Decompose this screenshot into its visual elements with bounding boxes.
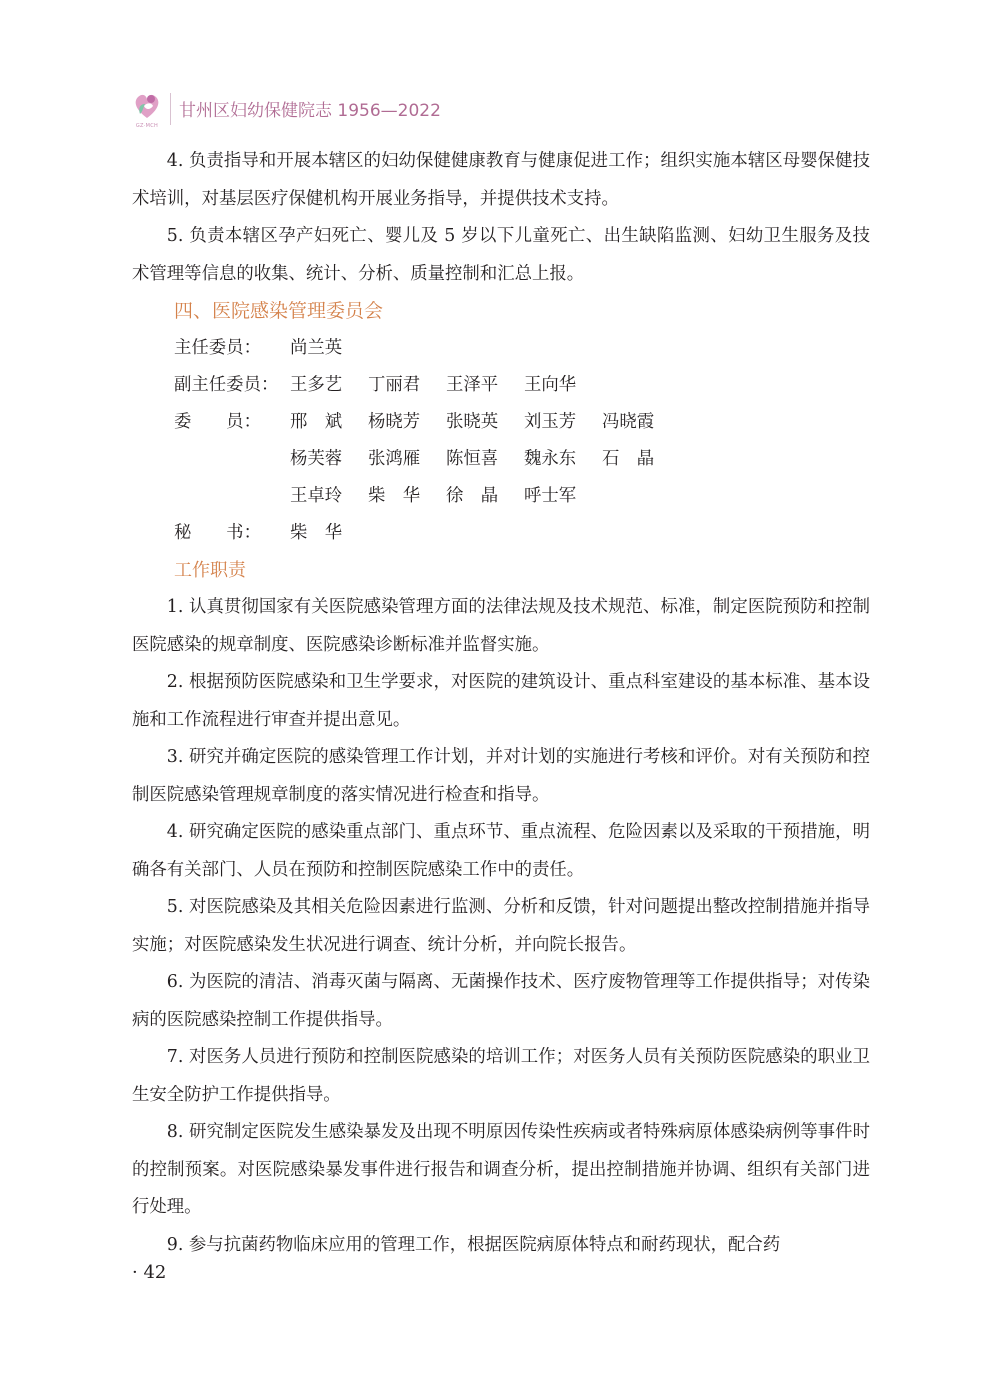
duty-paragraph: 3. 研究并确定医院的感染管理工作计划，并对计划的实施进行考核和评价。对有关预防和控制医院感染管理规章制度的落实情况进行检查和指导。 — [132, 747, 870, 805]
person-name: 王泽平 — [446, 375, 499, 395]
duty-paragraph: 9. 参与抗菌药物临床应用的管理工作，根据医院病原体特点和耐药现状，配合药 — [166, 1234, 781, 1255]
person-name: 陈恒喜 — [446, 449, 499, 469]
intro-paragraph-4: 4. 负责指导和开展本辖区的妇幼保健健康教育与健康促进工作；组织实施本辖区母婴保健技术培训，对基层医疗保健机构开展业务指导，并提供技术支持。 — [132, 151, 870, 209]
person-name: 刘玉芳 — [524, 412, 577, 432]
person-name: 张晓英 — [446, 412, 499, 432]
person-name: 魏永东 — [524, 449, 577, 469]
section-title: 四、医院感染管理委员会 — [174, 300, 384, 322]
members-row — [132, 404, 870, 515]
page-number: · 42 — [132, 1262, 167, 1283]
duty-paragraph: 1. 认真贯彻国家有关医院感染管理方面的法律法规及技术规范、标准，制定医院预防和控制医院感染的规章制度、医院感染诊断标准并监督实施。 — [132, 597, 870, 655]
person-name: 邢 斌 — [290, 412, 343, 432]
duty-paragraph: 8. 研究制定医院发生感染暴发及出现不明原因传染性疾病或者特殊病原体感染病例等事件时的控制预案。对医院感染暴发事件进行报告和调查分析，提出控制措施并协调、组织有关部门进行处理。 — [132, 1122, 870, 1217]
person-name: 杨晓芳 — [368, 412, 421, 432]
deputy-row — [132, 367, 870, 404]
deputy-label: 副主任委员： — [174, 375, 279, 395]
person-name: 柴 华 — [290, 523, 343, 543]
person-name: 徐 晶 — [446, 486, 499, 506]
person-name: 呼士军 — [524, 486, 577, 506]
person-name: 杨芙蓉 — [290, 449, 343, 469]
person-name: 王多艺 — [290, 375, 343, 395]
secretary-label: 秘 书： — [174, 523, 261, 543]
page-body — [132, 143, 870, 1264]
person-name: 尚兰英 — [290, 338, 343, 358]
person-name: 王卓玲 — [290, 486, 343, 506]
intro-paragraph-5: 5. 负责本辖区孕产妇死亡、婴儿及 5 岁以下儿童死亡、出生缺陷监测、妇幼卫生服务及技术管理等信息的收集、统计、分析、质量控制和汇总上报。 — [132, 226, 870, 284]
logo-text: GZ·MCH — [135, 123, 159, 129]
person-name: 丁丽君 — [368, 375, 421, 395]
members-label: 委 员： — [174, 412, 261, 432]
director-label: 主任委员： — [174, 338, 261, 358]
secretary-row — [132, 515, 870, 552]
duty-paragraph: 5. 对医院感染及其相关危险因素进行监测、分析和反馈，针对问题提出整改控制措施并指导实施；对医院感染发生状况进行调查、统计分析，并向院长报告。 — [132, 897, 870, 955]
secretary-names — [290, 515, 690, 552]
header-divider — [170, 93, 171, 125]
member-names — [290, 404, 690, 515]
duty-paragraph: 4. 研究确定医院的感染重点部门、重点环节、重点流程、危险因素以及采取的干预措施，明确各有关部门、人员在预防和控制医院感染工作中的责任。 — [132, 822, 870, 880]
person-name: 王向华 — [524, 375, 577, 395]
person-name: 柴 华 — [368, 486, 421, 506]
director-names — [290, 330, 690, 367]
duty-paragraph: 2. 根据预防医院感染和卫生学要求，对医院的建筑设计、重点科室建设的基本标准、基本设施和工作流程进行审查并提出意见。 — [132, 672, 870, 730]
duties-heading: 工作职责 — [174, 560, 246, 581]
person-name: 石 晶 — [602, 449, 655, 469]
duty-paragraph: 6. 为医院的清洁、消毒灭菌与隔离、无菌操作技术、医疗废物管理等工作提供指导；对传染病的医院感染控制工作提供指导。 — [132, 972, 870, 1030]
deputy-names — [290, 367, 690, 404]
director-row — [132, 330, 870, 367]
duty-paragraph: 7. 对医务人员进行预防和控制医院感染的培训工作；对医务人员有关预防医院感染的职业卫生安全防护工作提供指导。 — [132, 1047, 870, 1105]
header-title: 甘州区妇幼保健院志 1956—2022 — [179, 101, 441, 121]
person-name: 张鸿雁 — [368, 449, 421, 469]
person-name: 冯晓霞 — [602, 412, 655, 432]
